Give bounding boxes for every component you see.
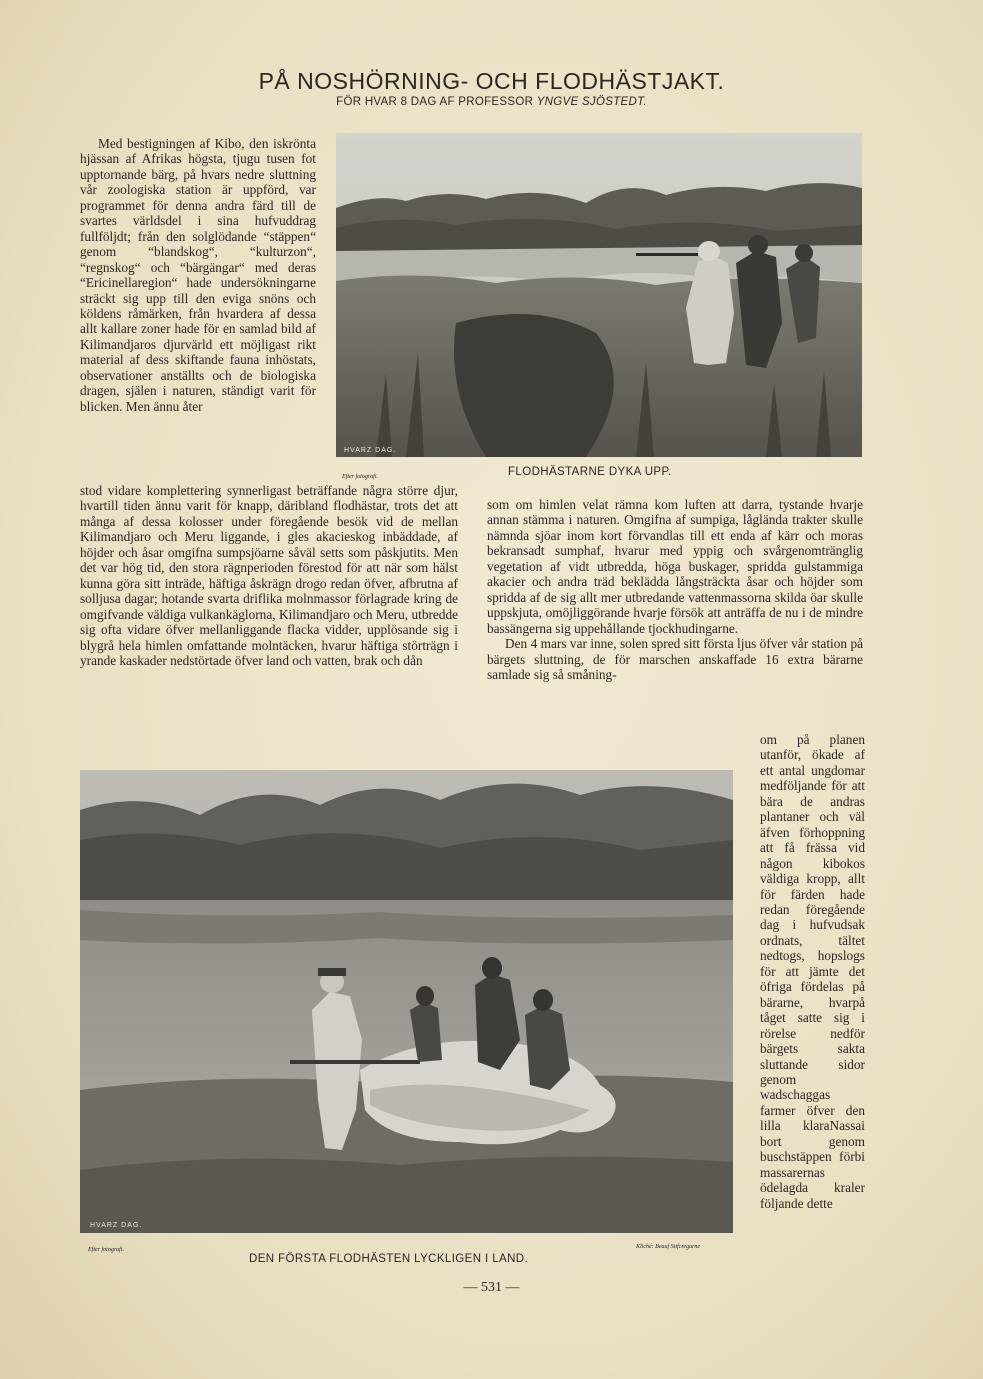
text-paragraph-4: om på planen utanför, ökade af ett antal ungdomar medföljande för att bära de andras plantaner och väl äfven förhoppning att få frässa vid någon kibokos väldiga kropp, allt för färden hade redan föregående dag i hufvudsak ordnats, tältet nedtogs, hopslogs för att jämte det öfriga fördelas på bärarne, hvarpå tåget satte sig i rörelse nedför bärgets sakta sluttande sidor genom wadschaggas farmer öfver den lilla klaraNassai bort genom buschstäppen förbi massarernas ödelagda kraler följande dette: [760, 732, 865, 1211]
text-paragraph-2: som om himlen velat rämna kom luften att darra, tystande hvarje annan stämma i naturen. Omgifna af sumpiga, låglända trakter skulle nämnda sjöar inom kort förvandlas till ett enda af kärr och moras bekransadt sumphaf, hvarur med yppig och svårgenomtränglig vegetation af vidt utbredda, höga buskager, spridda gulstammiga akacier och andra träd beklädda långsträckta åsar och höjder som spridda af de sig allt mer utbredande vattenmassorna skilda öar skulle uppskjuta, omöjliggörande hvarje försök att anträffa de nu i de mindre bassängerna sig uppehållande tjockhudingarne.: [487, 497, 863, 636]
text-paragraph-1-cont: stod vidare komplettering synnerligast beträffande några större djur, hvartill tiden ännu varit för knapp, däribland flodhästar, trots det att många af dessa kolosser under föregående besök vid de mellan Kilimandjaro och Meru liggande, i gles akacieskog inbäddade, af höjder och åsar omgifna sumpsjöarne såväl setts som påskjutits. Men det var hög tid, den stora rägnperioden förestod för att när som hälst kunna göra sitt inträde, häftiga åskrägn drogo redan öfver, afbrutna af solljusa dagar; hotande svarta driflika molnmassor förlagrade kring de omgifvande väldiga vulkankäglorna, Kilimandjaro och Meru, utbredde sig ofta vidare öfver mellanliggande flacka vidder, upplösande sig i blygrå hela himlen omfattande molntäcken, hvarur häftiga störträgn i yrande kaskader nedstörtade öfver land och vatten, brak och dån: [80, 483, 458, 668]
watermark-bottom: HVARZ DAG.: [90, 1222, 143, 1229]
photo-bottom-caption: DEN FÖRSTA FLODHÄSTEN LYCKLIGEN I LAND.: [249, 1253, 529, 1265]
text-column-narrow: [750, 732, 865, 1211]
engraver-credit: Kliché: Beauf Stifcregarne: [636, 1244, 701, 1250]
photo-bottom-credit: Efter fotografi.: [88, 1247, 124, 1253]
text-column-right: [487, 497, 863, 682]
article-byline: [0, 96, 983, 108]
photo-top-caption: FLODHÄSTARNE DYKA UPP.: [508, 466, 672, 478]
photo-hippo-landed: [80, 770, 733, 1233]
text-column-left: [80, 136, 316, 414]
page-number: — 531 —: [463, 1280, 520, 1295]
byline-prefix: FÖR HVAR 8 DAG AF PROFESSOR: [336, 96, 534, 108]
text-paragraph-1: Med bestigningen af Kibo, den iskrönta hjässan af Afrikas högsta, tjugu tusen fot upptornande bärg, på hvars nedre sluttning vår zoologiska station är uppförd, var programmet för denna andra färd till de svartes världsdel i sina hufvuddrag fullföljdt; från den solglödande “stäppen“ genom “blandskog“, “kulturzon“, “regnskog“ och “bärgängar“ med deras “Ericinellaregion“ hade undersökningarne sträckt sig upp till den eviga snöns och köldens råmärken, från hvardera af dessa allt kallare zoner hade för en samlad bild af Kilimandjaros djurvärld ett möjligast rikt material af dess skiftande fauna inhöstats, observationer anställts och de biologiska dragen, själen i naturen, ständigt varit för blicken. Men ännu åter: [80, 136, 316, 414]
photo-hunters-lake: [336, 133, 862, 457]
text-paragraph-3: Den 4 mars var inne, solen spred sitt första ljus öfver vår station på bärgets sluttning, de för marschen anskaffade 16 extra bärarne samlade sig så småning-: [487, 636, 863, 682]
photo-hunters-lake-image: [336, 133, 862, 457]
photo-hippo-landed-image: [80, 770, 733, 1233]
byline-author: YNGVE SJÖSTEDT.: [536, 96, 647, 108]
photo-top-credit: Efter fotografi.: [342, 474, 378, 480]
text-column-left-wide: [80, 483, 458, 668]
article-title: PÅ NOSHÖRNING- OCH FLODHÄSTJAKT.: [258, 68, 725, 94]
watermark-top: HVARZ DAG.: [344, 447, 397, 454]
